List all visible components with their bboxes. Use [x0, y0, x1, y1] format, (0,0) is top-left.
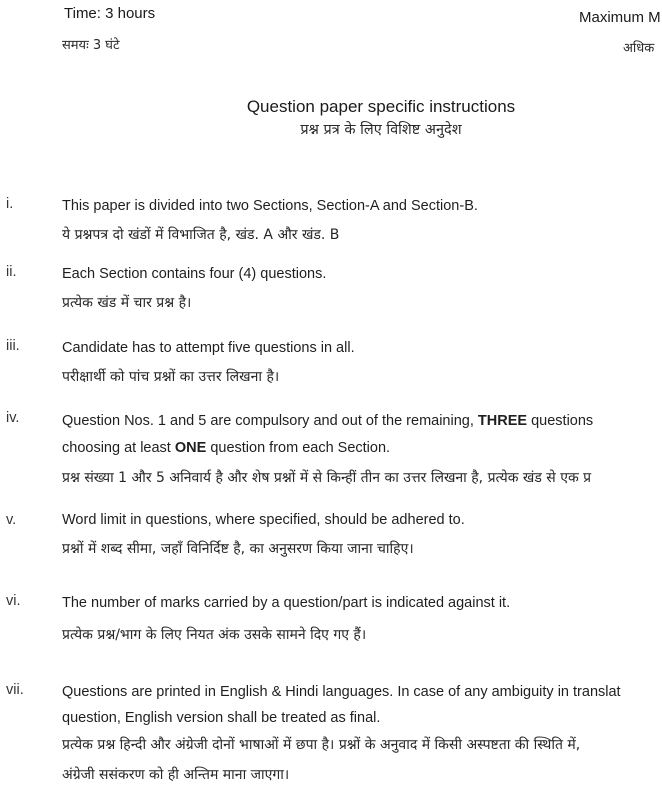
instruction-text-part: questions	[531, 413, 594, 429]
instruction-emphasis: THREE	[477, 413, 528, 429]
instruction-text: Each Section contains four (4) questions.	[62, 266, 327, 282]
instruction-text-part: question from each Section.	[210, 440, 391, 456]
instruction-text-line2	[62, 440, 390, 456]
instruction-text-hindi: प्रश्नों में शब्द सीमा, जहाँ विनिर्दिष्ट है, का अनुसरण किया जाना चाहिए।	[62, 541, 414, 557]
instruction-text-part: Question Nos. 1 and 5 are compulsory and out of the remaining,	[62, 413, 474, 429]
max-marks-label: Maximum M	[579, 9, 661, 26]
instruction-emphasis: ONE	[174, 440, 207, 456]
instruction-number: iv.	[6, 410, 20, 426]
instruction-text: Questions are printed in English & Hindi languages. In case of any ambiguity in translat	[62, 684, 621, 700]
max-marks-label-hindi: अधिक	[623, 41, 655, 56]
instruction-number: vii.	[6, 682, 24, 698]
instruction-text: Candidate has to attempt five questions in all.	[62, 340, 355, 356]
instruction-number: ii.	[6, 264, 17, 280]
time-label: Time: 3 hours	[64, 5, 156, 22]
instruction-text-hindi: प्रत्येक खंड में चार प्रश्न है।	[62, 295, 192, 311]
instruction-text: This paper is divided into two Sections, Section-A and Section-B.	[62, 198, 478, 214]
instruction-text-line2: question, English version shall be treated as final.	[62, 710, 381, 726]
instruction-text-hindi: प्रत्येक प्रश्न हिन्दी और अंग्रेजी दोनों भाषाओं में छपा है। प्रश्नों के अनुवाद में किसी अस्पष्टता की स्थिति में,	[62, 737, 581, 753]
instruction-number: vi.	[6, 593, 21, 609]
instruction-text-hindi: प्रश्न संख्या 1 और 5 अनिवार्य है और शेष प्रश्नों में से किन्हीं तीन का उत्तर लिखना है, प्रत्येक खंड से एक प्र	[62, 470, 592, 486]
instruction-text-hindi: ये प्रश्नपत्र दो खंडों में विभाजित है, खंड. A और खंड. B	[62, 227, 340, 243]
page-title: Question paper specific instructions	[246, 97, 516, 116]
instruction-text-part: choosing at least	[62, 440, 171, 456]
instruction-text-hindi: परीक्षार्थी को पांच प्रश्नों का उत्तर लिखना है।	[62, 369, 280, 385]
instruction-text: Word limit in questions, where specified, should be adhered to.	[62, 512, 465, 528]
instruction-number: v.	[6, 512, 17, 528]
instruction-text: The number of marks carried by a question/part is indicated against it.	[62, 595, 511, 611]
time-label-hindi: समयः 3 घंटे	[62, 38, 120, 53]
instruction-number: iii.	[6, 338, 20, 354]
instruction-text-hindi-line2: अंग्रेजी ससंकरण को ही अन्तिम माना जाएगा।	[62, 767, 290, 783]
instruction-number: i.	[6, 196, 14, 212]
page-title-hindi: प्रश्न प्रत्र के लिए विशिष्ट अनुदेश	[300, 122, 462, 138]
instruction-text	[62, 413, 593, 429]
instruction-text-hindi: प्रत्येक प्रश्न/भाग के लिए नियत अंक उसके सामने दिए गए हैं।	[62, 627, 367, 643]
